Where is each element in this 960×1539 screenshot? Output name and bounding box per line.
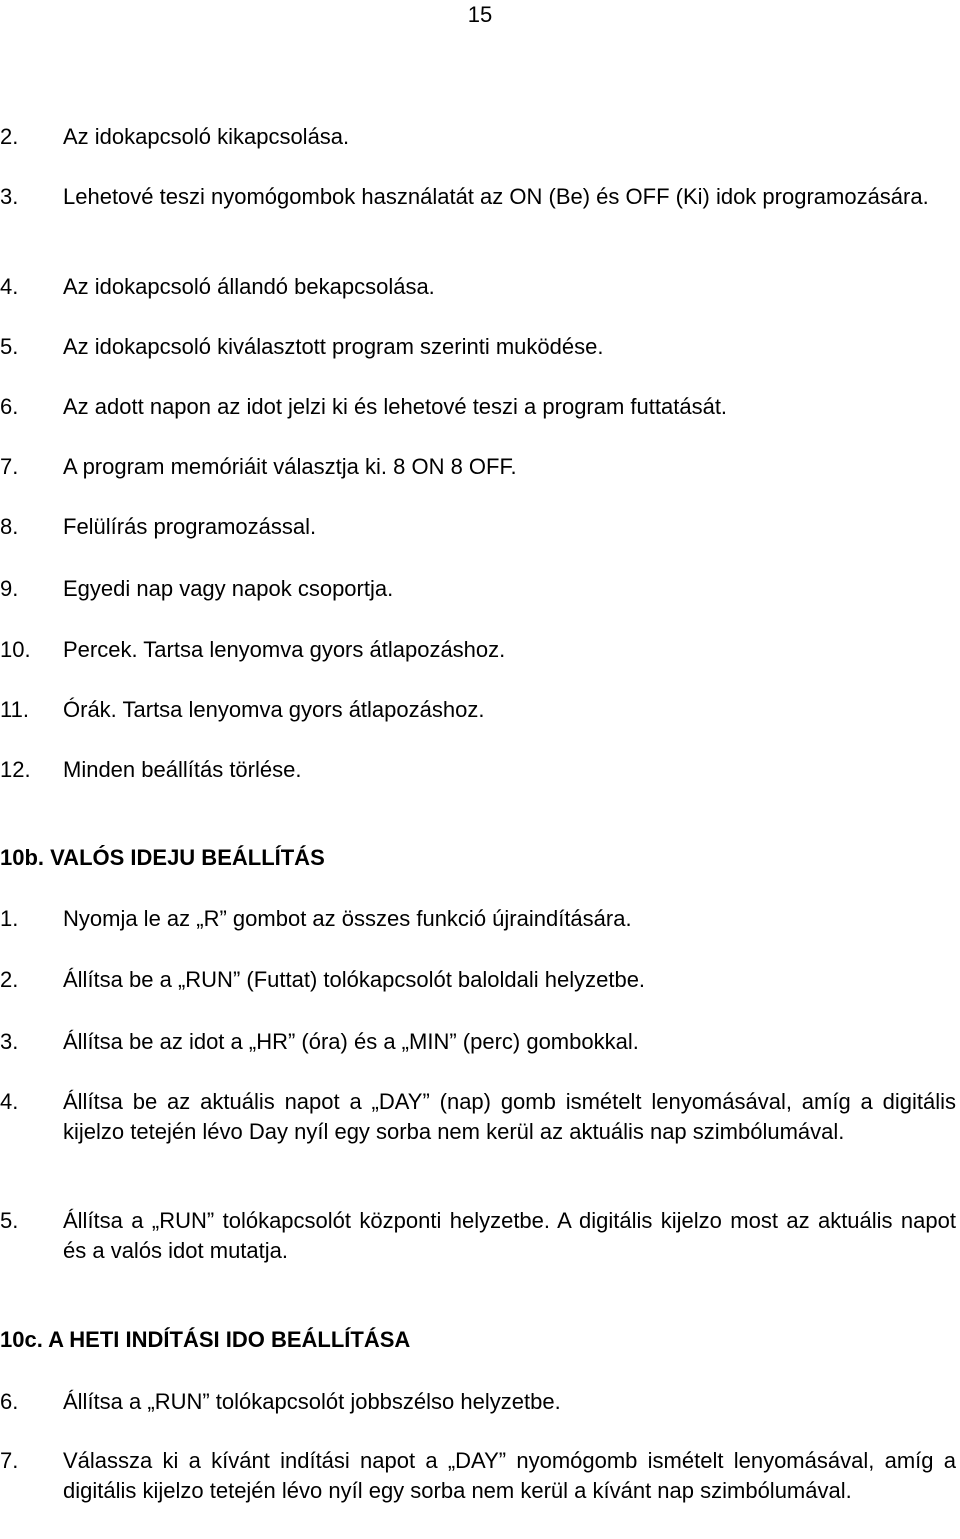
list-item-text: Állítsa a „RUN” tolókapcsolót jobbszélso helyzetbe. [63,1389,561,1414]
list-item-text: Állítsa be az idot a „HR” (óra) és a „MIN” (perc) gombokkal. [63,1029,639,1054]
list-item-number: 3. [0,1029,19,1054]
list-item-text: Válassza ki a kívánt indítási napot a „DAY” nyomógomb ismételt lenyomásával, amíg a digitális kijelzo tetején lévo nyíl egy sorba nem kerül a kívánt nap szimbólumával. [63,1448,956,1503]
list-item-number: 12. [0,757,31,782]
list-item [0,1387,960,1417]
list-item-text: Állítsa be az aktuális napot a „DAY” (nap) gomb ismételt lenyomásával, amíg a digitális kijelzo tetején lévo Day nyíl egy sorba nem kerül az aktuális nap szimbólumával. [63,1089,956,1144]
list-item [0,1446,960,1506]
list-item-number: 11. [0,697,29,722]
list-item [0,452,960,482]
list-item-text: Órák. Tartsa lenyomva gyors átlapozáshoz. [63,697,485,722]
list-item [0,574,960,604]
list-item-text: A program memóriáit választja ki. 8 ON 8 OFF. [63,454,517,479]
list-item-number: 7. [0,454,19,479]
list-item-text: Az idokapcsoló kikapcsolása. [63,124,350,149]
list-item-number: 6. [0,394,19,419]
list-item-number: 1. [0,906,19,931]
list-item [0,392,960,422]
list-item-number: 10. [0,637,31,662]
list-item [0,1087,960,1147]
list-item [0,904,960,934]
list-item [0,122,960,152]
list-item-number: 5. [0,334,19,359]
list-item-number: 7. [0,1448,19,1473]
list-item [0,182,960,212]
list-item-number: 2. [0,124,19,149]
list-item-text: Felülírás programozással. [63,514,317,539]
list-item-text: Az idokapcsoló állandó bekapcsolása. [63,274,435,299]
list-item-text: Állítsa be a „RUN” (Futtat) tolókapcsolót baloldali helyzetbe. [63,967,646,992]
list-item [0,1206,960,1266]
list-item [0,965,960,995]
list-item [0,635,960,665]
list-item-text: Az adott napon az idot jelzi ki és lehetové teszi a program futtatását. [63,394,728,419]
list-item [0,1027,960,1057]
list-item-text: Minden beállítás törlése. [63,757,302,782]
list-item [0,755,960,785]
list-item-number: 9. [0,576,19,601]
list-item-text: Egyedi nap vagy napok csoportja. [63,576,394,601]
list-item-number: 6. [0,1389,19,1414]
list-item-number: 5. [0,1208,19,1233]
list-item-text: Állítsa a „RUN” tolókapcsolót központi helyzetbe. A digitális kijelzo most az aktuális napot és a valós idot mutatja. [63,1208,956,1263]
list-item-number: 3. [0,184,19,209]
list-item-number: 4. [0,274,19,299]
list-item [0,695,960,725]
section-heading: 10c. A HETI INDÍTÁSI IDO BEÁLLÍTÁSA [0,1327,411,1352]
list-item [0,272,960,302]
list-item-number: 2. [0,967,19,992]
section-heading: 10b. VALÓS IDEJU BEÁLLÍTÁS [0,845,325,870]
list-item-number: 8. [0,514,19,539]
list-item [0,332,960,362]
list-item [0,512,960,542]
list-item-text: Nyomja le az „R” gombot az összes funkció újraindítására. [63,906,632,931]
page-number: 15 [467,2,493,27]
list-item-text: Lehetové teszi nyomógombok használatát az ON (Be) és OFF (Ki) idok programozására. [63,184,929,209]
list-item-number: 4. [0,1089,19,1114]
list-item-text: Az idokapcsoló kiválasztott program szerinti muködése. [63,334,604,359]
list-item-text: Percek. Tartsa lenyomva gyors átlapozáshoz. [63,637,506,662]
